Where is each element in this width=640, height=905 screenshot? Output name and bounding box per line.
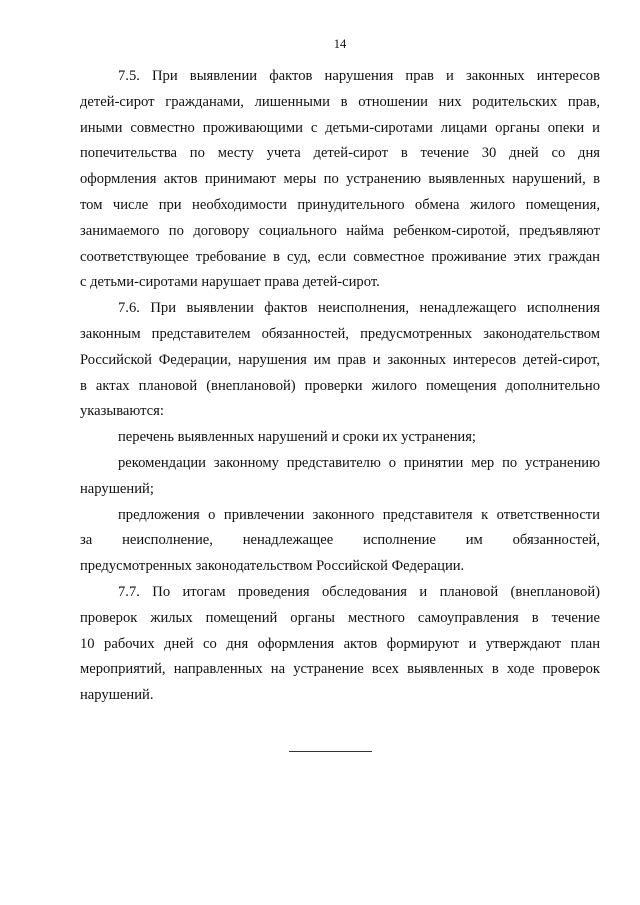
- text-line: с детьми-сиротами нарушает права детей-сирот.: [80, 274, 380, 291]
- text-line: 10 рабочих дней со дня оформления актов формируют и утверждают план: [80, 635, 600, 652]
- paragraph-7-7: [80, 580, 600, 709]
- text-line: иными совместно проживающими с детьми-сиротами лицами органы опеки и: [80, 119, 600, 136]
- list-item-recommendations: [80, 451, 600, 503]
- text-line: мероприятий, направленных на устранение всех выявленных в ходе проверок: [80, 661, 600, 678]
- text-line: предложения о привлечении законного представителя к ответственности: [118, 506, 600, 523]
- document-body: [80, 64, 600, 709]
- text-line: 7.7. По итогам проведения обследования и плановой (внеплановой): [118, 583, 600, 600]
- text-line: за неисполнение, ненадлежащее исполнение им обязанностей,: [80, 532, 600, 549]
- text-line: оформления актов принимают меры по устранению выявленных нарушений, в: [80, 171, 600, 188]
- text-line: 7.6. При выявлении фактов неисполнения, ненадлежащего исполнения: [118, 300, 600, 317]
- text-line: проверок жилых помещений органы местного самоуправления в течение: [80, 609, 600, 626]
- text-line: 7.5. При выявлении фактов нарушения прав и законных интересов: [118, 68, 600, 84]
- end-of-text-rule: [289, 751, 372, 752]
- text-line: законным представителем обязанностей, предусмотренных законодательством: [80, 325, 600, 342]
- list-item-liability-proposals: [80, 503, 600, 580]
- text-line: том числе при необходимости принудительного обмена жилого помещения,: [80, 196, 600, 213]
- text-line: нарушений;: [80, 480, 154, 497]
- text-line: перечень выявленных нарушений и сроки их устранения;: [118, 429, 476, 446]
- text-line: рекомендации законному представителю о принятии мер по устранению: [118, 454, 600, 471]
- paragraph-7-6: [80, 296, 600, 425]
- text-line: нарушений.: [80, 687, 154, 704]
- text-line: Российской Федерации, нарушения им прав и законных интересов детей-сирот,: [80, 351, 600, 368]
- text-line: соответствующее требование в суд, если совместное проживание этих граждан: [80, 248, 600, 265]
- paragraph-7-5: [80, 64, 600, 296]
- text-line: занимаемого по договору социального найма ребенком-сиротой, предъявляют: [80, 222, 600, 239]
- page-number: 14: [333, 37, 347, 51]
- text-line: в актах плановой (внеплановой) проверки жилого помещения дополнительно: [80, 377, 600, 394]
- list-item-violations: [80, 425, 600, 451]
- text-line: предусмотренных законодательством Российской Федерации.: [80, 558, 465, 575]
- text-line: детей-сирот гражданами, лишенными в отношении них родительских прав,: [80, 93, 600, 110]
- text-line: попечительства по месту учета детей-сирот в течение 30 дней со дня: [80, 145, 600, 162]
- text-line: указываются:: [80, 403, 164, 420]
